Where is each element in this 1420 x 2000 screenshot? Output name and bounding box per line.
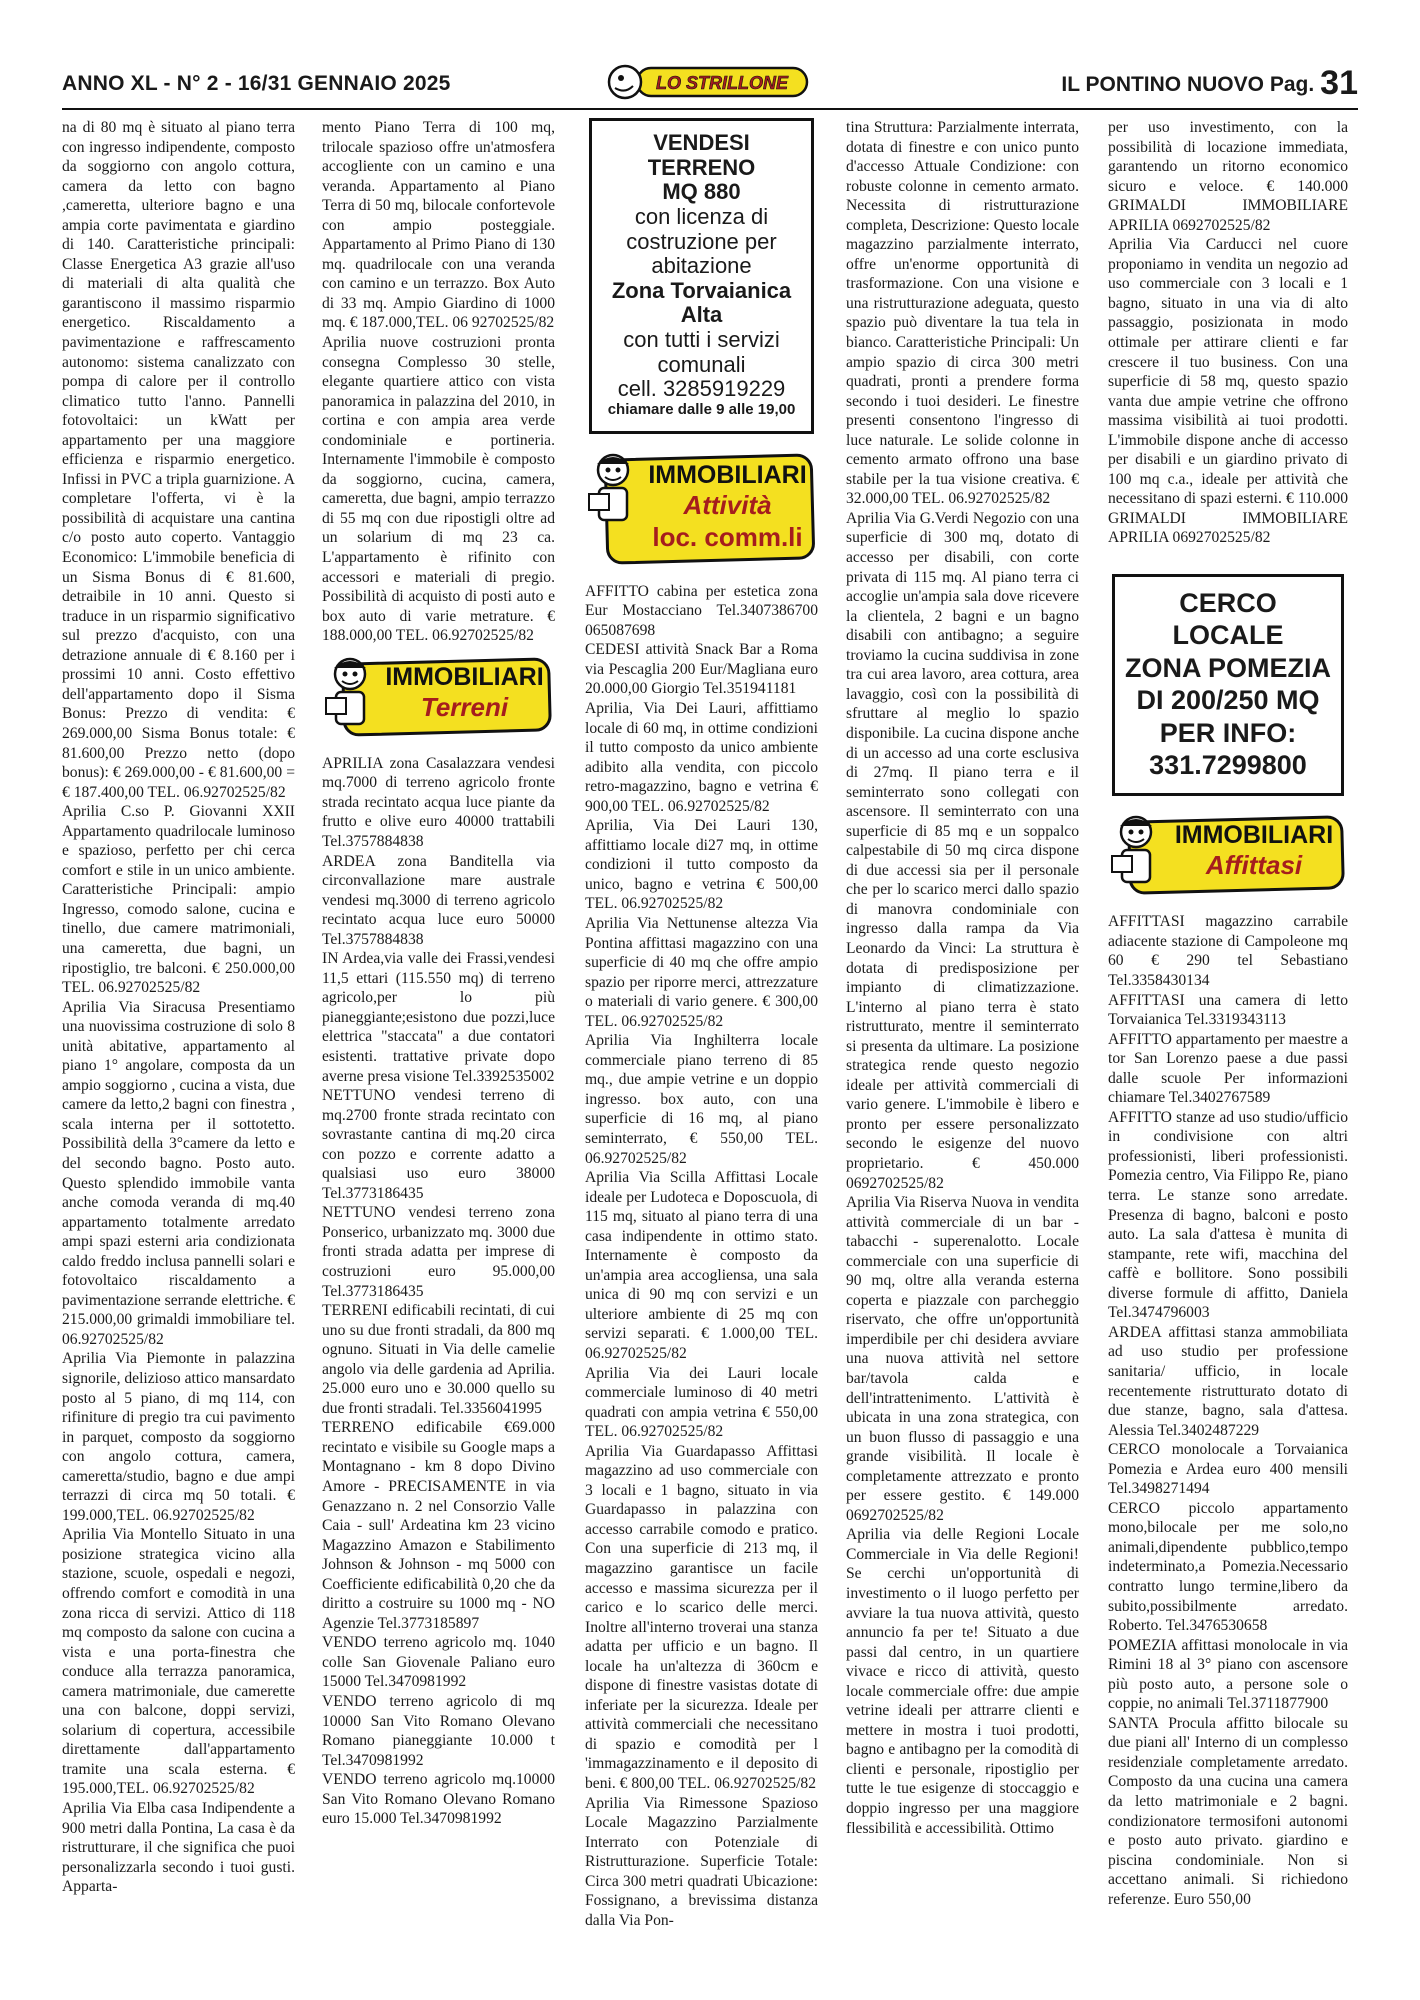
listing: Aprilia, Via Dei Lauri 130, affittiamo locale di27 mq, in ottime condizioni il tutto composto da unico, bagno e vetrina € 500,00 TEL. 06.92702525/82 bbox=[585, 817, 818, 913]
listing: NETTUNO vendesi terreno zona Ponserico, urbanizzato mq. 3000 due fronti strada adatta per imprese di costruzioni euro 95.000,00 Tel.3773186435 bbox=[322, 1204, 555, 1300]
listing: SANTA Procula affitto bilocale su due piani all' Interno di un complesso residenziale completamente arredato. Composto da una cucina una camera da letto matrimoniale e 2 bagni. condizionatore termosifoni autonomi e posto auto privato. giardino e piscina condominiale. Non si accettano animali. Si richiedono referenze. Euro 550,00 bbox=[1108, 1714, 1348, 1908]
listing: Aprilia Via Rimessone Spazioso Locale Magazzino Parzialmente Interrato con Potenziale di Ristrutturazione. Superficie Totale: Circa 300 metri quadrati Ubicazione: Fossignano, a brevissima distanza dalla Via Pon- bbox=[585, 1794, 818, 1929]
listing: VENDO terreno agricolo di mq 10000 San Vito Romano Olevano Romano pianeggiante 10.000 t Tel.3470981992 bbox=[322, 1693, 555, 1769]
badge-title: IMMOBILIARI bbox=[1174, 821, 1334, 850]
listing: Aprilia Via Inghilterra locale commerciale piano terreno di 85 mq., due ampie vetrine e un doppio ingresso. box auto, con una superficie di 16 mq, al piano seminterrato, € 550,00 TEL. 06.92702525/82 bbox=[585, 1032, 818, 1167]
section-badge-terreni bbox=[322, 652, 555, 740]
listing: Aprilia via delle Regioni Locale Commerciale in Via delle Regioni! Se cerchi un'opportunità di investimento o il luogo perfetto per avviare la tua nuova attività, questo annuncio fa per te! Situato a due passi dal centro, in un quartiere vivace e ricco di attività, questo locale commerciale offre: due ampie vetrine ideali per attrarre clienti e mettere in mostra i tuoi prodotti, bagno e antibagno per la comodità di clienti e personale, ripostiglio per tutte le tue esigenze di stoccaggio e doppio ingresso per una maggiore flessibilità e accessibilità. Ottimo bbox=[846, 1526, 1079, 1837]
listing: Aprilia Via Carducci nel cuore proponiamo in vendita un negozio ad uso commerciale con 3 locali e 1 bagno, situato in una via di alto passaggio, posizionata in modo ottimale per attirare clienti e far crescere il tuo business. Con una superficie di 58 mq, questo spazio vanta due ampie vetrine che offrono massima visibilità ai tuoi prodotti. L'immobile dispone anche di accesso per disabili e un giardino privato di 100 mq c.a., ideale per attività che necessitano di spazi esterni. € 110.000 GRIMALDI IMMOBILIARE APRILIA 0692702525/82 bbox=[1108, 236, 1348, 547]
ad-vendesi-terreno: VENDESI TERRENO MQ 880 con licenza di costruzione per abitazione Zona Torvaianica Alta con tutti i servizi comunali cell. 3285919229 chiamare dalle 9 alle 19,00 bbox=[589, 118, 814, 434]
listing: VENDO terreno agricolo mq.10000 San Vito Romano Olevano Romano euro 15.000 Tel.3470981992 bbox=[322, 1771, 555, 1828]
badge-subtitle-2: loc. comm.li bbox=[652, 521, 803, 552]
publication-title bbox=[1061, 64, 1358, 103]
listing: CERCO piccolo appartamento mono,bilocale per me solo,no animali,dipendente pubblico,tempo indeterminato,a Pomezia.Necessario contratto lungo termine,libero da subito,possibilmente arredato. Roberto. Tel.3476530658 bbox=[1108, 1499, 1348, 1635]
badge-subtitle: Attività bbox=[683, 489, 772, 520]
listing: Aprilia Via Elba casa Indipendente a 900 metri dalla Pontina, La casa è da ristrutturare, il che significa che puoi personalizzarla secondo i tuoi gusti. Apparta- bbox=[62, 1800, 295, 1896]
page-header bbox=[62, 62, 1358, 106]
listing: Aprilia Via Montello Situato in una posizione strategica vicino alla stazione, scuole, ospedali e negozi, offrendo comfort e comodità in una zona ricca di servizi. Attico di 118 mq composto da salone con cucina a vista e una porta-finestra che conduce alla terrazza panoramica, camera matrimoniale, due camerette una con balcone, doppi servizi, solarium di copertura, accessibile direttamente dall'appartamento tramite una scala esterna. € 195.000,TEL. 06.92702525/82 bbox=[62, 1526, 295, 1798]
listing: tina Struttura: Parzialmente interrata, dotata di finestre e con unico punto d'accesso Attuale Condizione: con robuste colonne in cemento armato. Necessita di ristrutturazione completa, Descrizione: Questo locale magazzino parzialmente interrato, offre un'enorme opportunità di trasformazione. Con una visione e una ristrutturazione adeguata, questo spazio può diventare la tua tela in bianco. Caratteristiche Principali: Un ampio spazio di circa 300 metri quadrati, pronti a prendere forma secondo i tuoi desideri. Le finestre presenti consentono l'ingresso di luce naturale. Le solide colonne in cemento armato offrono una base stabile per la tua visione creativa. € 32.000,00 TEL. 06.92702525/82 bbox=[846, 119, 1079, 508]
listing: Aprilia nuove costruzioni pronta consegna Complesso 30 stelle, elegante quartiere attico con vista panoramica in palazzina del 2010, in cortina e con ampia area verde condominiale e portineria. Internamente l'immobile è composto da soggiorno, cucina, camera, cameretta, due bagni, ampio terrazzo di 55 mq con due ripostigli oltre ad un solarium di mq 23 ca. L'appartamento è rifinito con accessori e materiali di pregio. Possibilità di acquisto di posti auto e box auto di varie metrature. € 188.000,00 TEL. 06.92702525/82 bbox=[322, 334, 555, 645]
issue-info: ANNO XL - N° 2 - 16/31 GENNAIO 2025 bbox=[62, 72, 451, 95]
listing: AFFITTO stanze ad uso studio/ufficio in condivisione con altri professionisti, liberi professionisti. Pomezia centro, Via Filippo Re, piano terra. Le stanze sono arredate. Presenza di bagno, balconi e posto auto. La sala d'attesa è munita di stampante, rete wifi, macchina del caffè e bollitore. Sono possibili diverse formule di affitto, Daniela Tel.3474796003 bbox=[1108, 1108, 1348, 1322]
listing: Aprilia Via Siracusa Presentiamo una nuovissima costruzione di solo 8 unità abitative, appartamento al piano 1° angolare, composta da un ampio soggiorno , cucina a vista, due camere da letto,2 bagni con finestra , scala interna per il sottotetto. Possibilità della 3°camere da letto e del secondo bagno. Posto auto. Questo splendido immobile vanta anche comoda veranda di mq.40 appartamento totalmente arredato ampi spazi esterni aria condizionata caldo freddo inclusa pannelli solari e fotovoltaico riscaldamento a pavimentazione serrande elettriche. € 215.000,00 grimaldi immobiliare tel. 06.92702525/82 bbox=[62, 998, 295, 1348]
listing: AFFITTO appartamento per maestre a tor San Lorenzo paese a due passi dalle scuole Per informazioni chiamare Tel.3402767589 bbox=[1108, 1030, 1348, 1107]
listing: Aprilia Via Nettunense altezza Via Pontina affittasi magazzino con una superficie di 40 mq che offre ampio spazio per riporre merci, attrezzature o materiali di vario genere. € 300,00 TEL. 06.92702525/82 bbox=[585, 914, 818, 1030]
listing: ARDEA zona Banditella via circonvallazione mare australe vendesi mq.3000 di terreno agricolo recintato acqua luce euro 50000 Tel.3757884838 bbox=[322, 852, 555, 948]
lo-strillone-logo bbox=[597, 62, 827, 102]
listing: na di 80 mq è situato al piano terra con ingresso indipendente, composto da soggiorno con angolo cottura, camera da letto con bagno ,cameretta, ulteriore bagno e una ampia corte pavimentata e giardino di 140. Caratteristiche principali: Classe Energetica A3 grazie all'uso di materiali di alta qualità che garantiscono il massimo risparmio energetico. Riscaldamento a pavimentazione e raffrescamento autonomo: sistema canalizzato con pompa di calore per il controllo climatico tutto l'anno. Pannelli fotovoltaici: un kWatt per appartamento per una maggiore efficienza e risparmio energetico. Infissi in PVC a tripla guarnizione. A completare l'offerta, vi è la possibilità di acquistare una cantina c/o posto auto coperto. Vantaggio Economico: L'immobile beneficia di un Sisma Bonus di € 81.600, detraibile in 10 anni. Questo si traduce in un risparmio significativo sul prezzo d'acquisto, con una detrazione annuale di € 8.160 per i prossimi 10 anni. Costo effettivo dell'appartamento dopo il Sisma Bonus: Prezzo di vendita: € 269.000,00 Sisma Bonus totale: € 81.600,00 Prezzo netto (dopo bonus): € 269.000,00 - € 81.600,00 = € 187.400,00 TEL. 06.92702525/82 bbox=[62, 119, 295, 801]
listing: VENDO terreno agricolo mq. 1040 colle San Giovenale Paliano euro 15000 Tel.3470981992 bbox=[322, 1634, 555, 1691]
column-1 bbox=[62, 118, 295, 1970]
listing: AFFITTASI magazzino carrabile adiacente stazione di Campoleone mq 60 € 290 tel Sebastiano Tel.3358430134 bbox=[1108, 913, 1348, 990]
listing: CERCO monolocale a Torvaianica Pomezia e Ardea euro 400 mensili Tel.3498271494 bbox=[1108, 1441, 1348, 1498]
badge-subtitle: Affittasi bbox=[1205, 850, 1303, 881]
listing: Aprilia Via Riserva Nuova in vendita attività commerciale di un bar - tabacchi - superenalotto. Locale commerciale con una superficie di 90 mq, oltre alla veranda esterna coperta e piazzale con parcheggio riservato, che offre un'opportunità imperdibile per chi desidera avviare una nuova attività nel settore bar/tavola calda e dell'intrattenimento. L'attività è ubicata in una zona strategica, con un buon flusso di passaggio e una grande visibilità. Il locale è completamente attrezzato e pronto per essere gestito. € 149.000 0692702525/82 bbox=[846, 1194, 1079, 1524]
column-2 bbox=[322, 118, 555, 1970]
listing: Aprilia Via Guardapasso Affittasi magazzino ad uso commerciale con 3 locali e 1 bagno, situato in via Guardapasso in palazzina con accesso carrabile comodo e pratico. Con una superficie di 213 mq, il magazzino garantisce un facile accesso e massima sicurezza per il carico e lo scarico delle merci. Inoltre all'interno troverai una stanza adatta per ufficio e un bagno. Il locale ha un'altezza di 360cm e dispone di finestre vasistas dotate di inferiate per la sicurezza. Ideale per attività commerciali che necessitano di spazio e comodità per l 'immagazzinamento e il deposito di beni. € 800,00 TEL. 06.92702525/82 bbox=[585, 1442, 818, 1793]
listing: Aprilia Via dei Lauri locale commerciale luminoso di 40 metri quadrati con ampia vetrina € 550,00 TEL. 06.92702525/82 bbox=[585, 1364, 818, 1441]
listing: TERRENI edificabili recintati, di cui uno su due fronti stradali, da 800 mq ognuno. Situati in Via delle camelie angolo via delle gardenia ad Aprilia. 25.000 euro uno e 30.000 quello su due fronti stradali. Tel.3356041995 bbox=[322, 1302, 555, 1417]
listing: CEDESI attività Snack Bar a Roma via Pescaglia 200 Eur/Magliana euro 20.000,00 Giorgio Tel.351941181 bbox=[585, 641, 818, 698]
newsboy-mascot-icon bbox=[585, 448, 641, 528]
section-badge-attivita bbox=[585, 448, 818, 568]
column-3 bbox=[585, 118, 818, 1970]
listing: POMEZIA affittasi monolocale in via Rimini 18 al 3° piano con ascensore più posto auto, a persone sole o coppie, no animali Tel.3711877900 bbox=[1108, 1636, 1348, 1713]
listing: NETTUNO vendesi terreno di mq.2700 fronte strada recintato con sovrastante cantina di mq.20 circa con pozzo e corrente adatto a qualsiasi uso euro 38000 Tel.3773186435 bbox=[322, 1087, 555, 1202]
listing: Aprilia, Via Dei Lauri, affittiamo locale di 60 mq, in ottime condizioni il tutto composto da unico ambiente adibito alla vendita, con piccolo retro-magazzino, bagno e vetrina € 900,00 TEL. 06.92702525/82 bbox=[585, 699, 818, 815]
page-number: 31 bbox=[1320, 64, 1358, 102]
listing: APRILIA zona Casalazzara vendesi mq.7000 di terreno agricolo fronte strada recintato acqua luce piante da frutto e olive euro 40000 trattabili Tel.3757884838 bbox=[322, 754, 555, 850]
publication-name: IL PONTINO NUOVO Pag. bbox=[1061, 73, 1315, 96]
listing: IN Ardea,via valle dei Frassi,vendesi 11,5 ettari (115.550 mq) di terreno agricolo,per lo più pianeggiante;esistono due pozzi,luce elettrica "staccata" a due contatori esistenti. trattative private dopo averne presa visione Tel.3392535002 bbox=[322, 950, 555, 1085]
newsboy-mascot-icon bbox=[1108, 810, 1164, 890]
header-rule bbox=[62, 108, 1358, 110]
listing: per uso investimento, con la possibilità di locazione immediata, garantendo un ritorno economico sicuro e veloce. € 140.000 GRIMALDI IMMOBILIARE APRILIA 0692702525/82 bbox=[1108, 119, 1348, 234]
listing: AFFITTASI una camera di letto Torvaianica Tel.3319343113 bbox=[1108, 991, 1348, 1029]
listing: Aprilia Via Piemonte in palazzina signorile, delizioso attico mansardato posto al 5 piano, di mq 114, con rifiniture di pregio tra cui pavimento in parquet, composto da soggiorno con angolo cottura, camera, cameretta/studio, bagno e due ampi terrazzi di circa mq 50 totali. € 199.000,TEL. 06.92702525/82 bbox=[62, 1350, 295, 1524]
badge-title: IMMOBILIARI bbox=[648, 460, 807, 489]
logo-text: LO STRILLONE bbox=[656, 73, 788, 93]
column-4 bbox=[846, 118, 1079, 1970]
listing: Aprilia Via Scilla Affittasi Locale ideale per Ludoteca e Doposcuola, di 115 mq, situato al piano terra di una casa indipendente in ottimo stato. Internamente è composto da un'ampia area accogliensa, una sala unica di 90 mq con servizi e un ulteriore ambiente di 25 mq con servizi separati. € 1.000,00 TEL. 06.92702525/82 bbox=[585, 1169, 818, 1362]
listing: Aprilia C.so P. Giovanni XXII Appartamento quadrilocale luminoso e spazioso, perfetto per chi cerca comfort e stile in un unico ambiente. Caratteristiche Principali: ampio Ingresso, comodo salone, cucina e tinello, due camere matrimoniali, una cameretta, due bagni, un ripostiglio, tre balconi. € 250.000,00 TEL. 06.92702525/82 bbox=[62, 803, 295, 997]
column-5 bbox=[1108, 118, 1348, 1970]
listing: AFFITTO cabina per estetica zona Eur Mostacciano Tel.3407386700 065087698 bbox=[585, 582, 818, 639]
badge-subtitle: Terreni bbox=[420, 691, 509, 722]
ad-cerco-locale: CERCO LOCALE ZONA POMEZIA DI 200/250 MQ PER INFO: 331.7299800 bbox=[1112, 574, 1344, 796]
listing: mento Piano Terra di 100 mq, trilocale spazioso offre un'atmosfera accogliente con un camino e una veranda. Appartamento al Piano Terra di 50 mq, bilocale confortevole con ampio posteggiale. Appartamento al Primo Piano di 130 mq. quadrilocale con una veranda con camino e un terrazzo. Box Auto di 33 mq. Ampio Giardino di 1000 mq. € 187.000,TEL. 06 92702525/82 bbox=[322, 119, 555, 332]
listing: TERRENO edificabile €69.000 recintato e visibile su Google maps a Montagnano - km 8 dopo Divino Amore - PRECISAMENTE in via Genazzano n. 2 nel Consorzio Valle Caia - sull' Ardeatina km 23 vicino Magazzino Amazon e Stabilimento Johnson & Johnson - mq 5000 con Coefficiente edificabilità 0,20 che da diritto a costruire su 1000 mq - NO Agenzie Tel.3773185897 bbox=[322, 1419, 555, 1632]
section-badge-affittasi bbox=[1108, 810, 1348, 898]
listing: Aprilia Via G.Verdi Negozio con una superficie di 300 mq, dotato di accesso per disabili, con corte privata di 115 mq. Al piano terra ci accoglie un'ampia sala dove ricevere la clientela, 2 bagni e un bagno disabili con antibagno; a seguire troviamo la cucina suddivisa in zone tra cui area lavoro, area cottura, area lavaggio, così con la possibilità di sfruttare al meglio lo spazio disponibile. La cucina dispone anche di un accesso ad una corte esclusiva di 27mq. Il piano terra e il seminterrato sono collegati con ascensore. Il seminterrato con una superficie di 85 mq e un soppalco calpestabile di 50 mq circa dispone di due accessi sia per il personale che per lo scarico merci dallo spazio di manovra condominiale con ingresso dalla rampa da Via Leonardo da Vinci: La struttura è dotata di predisposizione per impianto di climatizzazione. L'interno al piano terra è stato ristrutturato, mentre il seminterrato si presenta da ultimare. La posizione strategica rende questo negozio ideale per attività commerciali di vario genere. L'immobile è libero e pronto per essere personalizzato secondo le esigenze del nuovo proprietario. € 450.000 0692702525/82 bbox=[846, 509, 1079, 1192]
listing: ARDEA affittasi stanza ammobiliata ad uso studio per professione sanitaria/ ufficio, in locale recentemente ristrutturato dotato di due stanze, bagno, sala d'attesa. Alessia Tel.3402487229 bbox=[1108, 1323, 1348, 1439]
newsboy-mascot-icon bbox=[322, 652, 378, 732]
badge-title: IMMOBILIARI bbox=[385, 662, 544, 691]
